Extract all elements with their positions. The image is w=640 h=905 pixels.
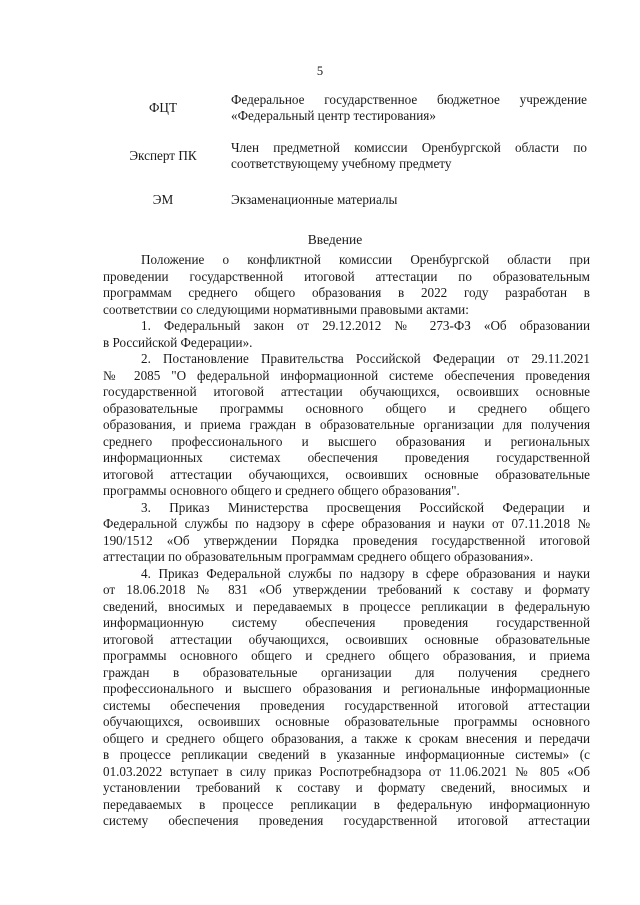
text-line: 4. Приказ Федеральной службы по надзору в сфере образования и науки	[141, 565, 590, 581]
definition-line: «Федеральный центр тестирования»	[231, 108, 436, 123]
text-line: информационных системах обеспечения проведения государственной	[103, 450, 590, 465]
text-line: от 18.06.2018 № 831 «Об утверждении требований к составу и формату	[103, 582, 590, 597]
abbreviation-row-expert	[103, 140, 593, 172]
text-line: 01.03.2022 вступает в силу приказ Роспотребнадзора от 11.06.2021 № 805 «Об	[103, 763, 590, 779]
page-number: 5	[316, 64, 324, 78]
document-body	[103, 252, 590, 830]
definition-line: Член предметной комиссии Оренбургской области по	[231, 140, 587, 155]
definition-line: Федеральное государственное бюджетное учреждение	[231, 92, 587, 107]
text-line: программам среднего общего образования в 2022 году разработан в	[103, 285, 590, 300]
text-line: граждан в образовательные организации для получения среднего	[103, 664, 590, 680]
definition-line: соответствующему учебному предмету	[231, 156, 452, 171]
text-line: установлении требований к составу и формату сведений, вносимых и	[103, 780, 590, 795]
text-line: 3. Приказ Министерства просвещения Российской Федерации и	[141, 499, 590, 515]
paragraph-item-4	[103, 566, 590, 830]
definition-line: Экзаменационные материалы	[231, 192, 398, 207]
text-line: 1. Федеральный закон от 29.12.2012 № 273-ФЗ «Об образовании	[141, 318, 590, 333]
text-line: системы обеспечения проведения государственной итоговой аттестации	[103, 697, 590, 713]
text-line: программы основного общего и среднего общего образования".	[103, 483, 460, 498]
text-line: в процессе репликации сведений в указанные информационные системы» (с	[103, 747, 590, 762]
text-line: систему обеспечения проведения государственной итоговой аттестации	[103, 813, 590, 828]
text-line: итоговой аттестации обучающихся, освоивших основные образовательные	[103, 631, 590, 647]
abbreviation-definition	[231, 92, 587, 124]
text-line: итоговой аттестации обучающихся, освоивших основные образовательные	[103, 466, 590, 482]
text-line: в Российской Федерации».	[103, 334, 253, 350]
paragraph-item-3	[103, 500, 590, 566]
paragraph-item-2	[103, 351, 590, 500]
text-line: соответствии со следующими нормативными правовыми актами:	[103, 301, 469, 317]
text-line: передаваемых в процессе репликации в федеральную информационную	[103, 796, 590, 812]
abbreviation-definition	[231, 192, 587, 208]
text-line: аттестации по образовательным программам среднего общего образования».	[103, 549, 534, 564]
abbreviation-term: ЭМ	[152, 192, 174, 207]
abbreviation-row-em	[103, 192, 593, 208]
text-line: образовательные программы основного общего и среднего общего	[103, 400, 590, 416]
text-line: государственной итоговой аттестации обучающихся, освоивших основные	[103, 384, 590, 399]
text-line: образования, и приема граждан в образовательные организации для получения	[103, 417, 590, 432]
abbreviation-definition	[231, 140, 587, 172]
text-line: общего и среднего общего образования, а также к срокам внесения и передачи	[103, 730, 590, 746]
text-line: программы основного общего и среднего общего образования, и приема	[103, 648, 590, 663]
text-line: обучающихся, освоивших основные образовательные программы основного	[103, 714, 590, 729]
section-title: Введение	[307, 232, 363, 247]
text-line: Положение о конфликтной комиссии Оренбургской области при	[141, 252, 590, 267]
text-line: информационную систему обеспечения проведения государственной	[103, 615, 590, 630]
text-line: профессионального и высшего образования и региональные информационные	[103, 681, 590, 696]
abbreviation-term: Эксперт ПК	[129, 148, 197, 163]
paragraph-intro	[103, 252, 590, 318]
text-line: проведении государственной итоговой аттестации по образовательным	[103, 268, 590, 284]
abbreviation-row-fct	[103, 92, 593, 124]
text-line: Федеральной службы по надзору в сфере образования и науки от 07.11.2018 №	[103, 516, 590, 531]
text-line: 2. Постановление Правительства Российской Федерации от 29.11.2021	[141, 351, 590, 366]
text-line: 190/1512 «Об утверждении Порядка проведения государственной итоговой	[103, 532, 590, 548]
text-line: № 2085 "О федеральной информационной системе обеспечения проведения	[103, 367, 590, 383]
text-line: среднего профессионального и высшего образования и региональных	[103, 433, 590, 449]
text-line: сведений, вносимых и передаваемых в процессе репликации в федеральную	[103, 598, 590, 614]
abbreviation-term: ФЦТ	[149, 100, 177, 115]
paragraph-item-1	[103, 318, 590, 351]
